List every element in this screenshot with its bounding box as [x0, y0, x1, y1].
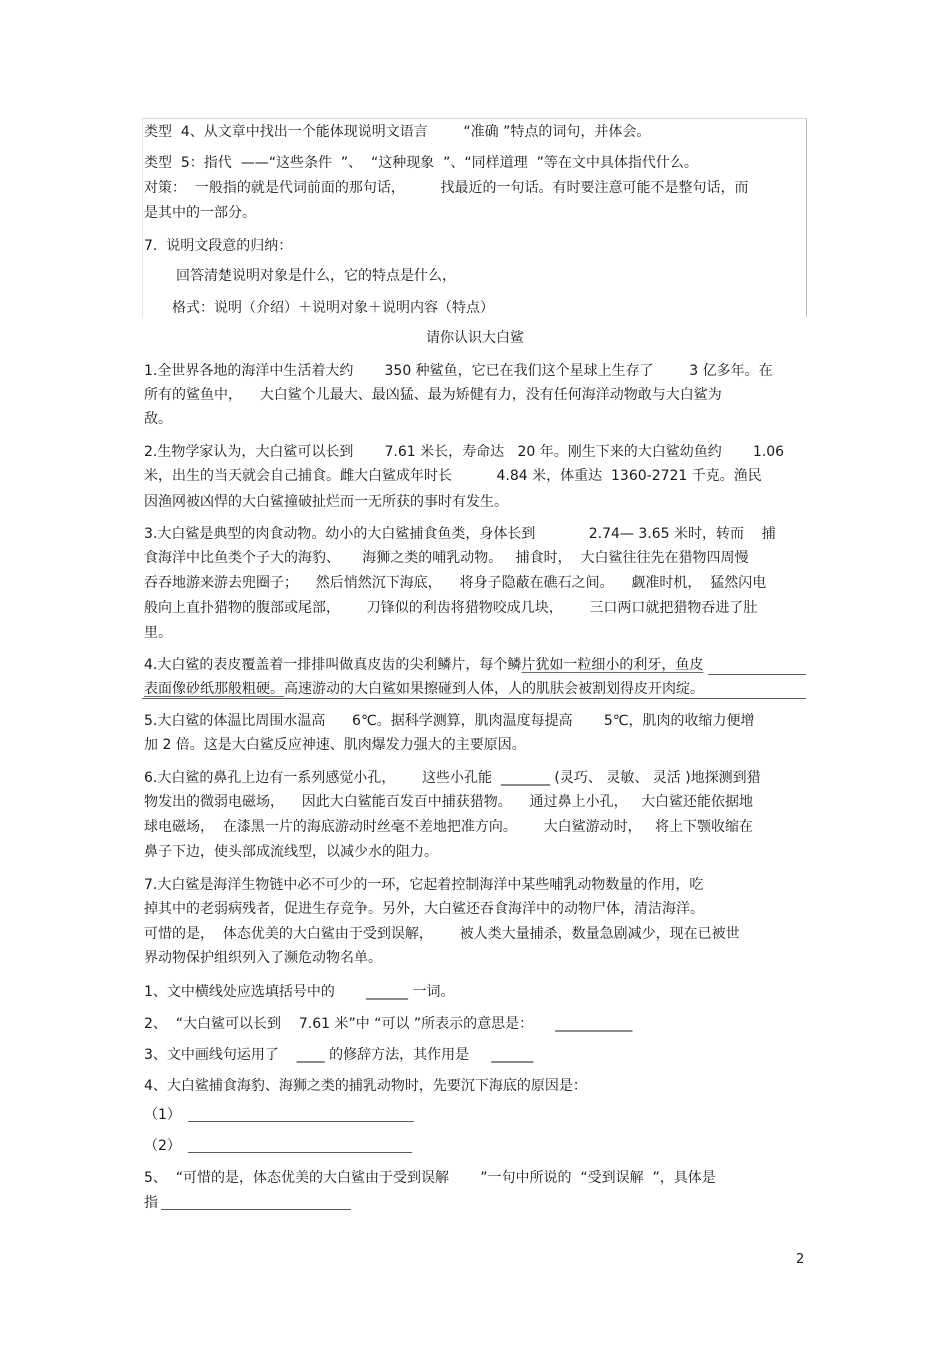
underline-rule-2: [142, 698, 806, 699]
question-4-item-2: （2）: [144, 1138, 181, 1154]
para4-underlined-text: 片犹如一粒细小的利牙，鱼皮: [521, 657, 704, 673]
question-3: 3、文中画线句运用了 ____ 的修辞方法，其作用是 ______: [144, 1047, 534, 1063]
notes-line-5: 7. 说明文段意的归纳：: [144, 238, 293, 254]
para4-underlined-text-2: 表面像砂纸那般粗硬。: [144, 681, 284, 697]
para4-line-1-text: 4.大白鲨的表皮覆盖着一排排叫做真皮齿的尖利鳞片，每个鳞: [144, 657, 522, 673]
question-5-cont: 指: [144, 1195, 158, 1211]
para5-line-1: 5.大白鲨的体温比周围水温高 6℃。据科学测算，肌肉温度每提高 5℃，肌肉的收缩力便增: [144, 713, 755, 729]
notes-line-3: 对策： 一般指的就是代词前面的那句话， 找最近的一句话。有时要注意可能不是整句话，而: [144, 180, 749, 196]
para6-line-4: 鼻子下边，使头部成流线型，以减少水的阻力。: [144, 844, 438, 860]
para3-line-2: 食海洋中比鱼类个子大的海豹、 海狮之类的哺乳动物。 捕食时， 大白鲨往往先在猎物四周慢: [144, 550, 749, 566]
para7-line-3: 可惜的是， 体态优美的大白鲨由于受到误解， 被人类大量捕杀，数量急剧减少，现在已被世: [144, 926, 740, 942]
notes-line-4: 是其中的一部分。: [144, 205, 256, 221]
question-5: 5、 “可惜的是，体态优美的大白鲨由于受到误解 ”一句中所说的 “受到误解 ”，具体是: [144, 1170, 716, 1186]
para1-line-3: 敌。: [144, 411, 172, 427]
para1-line-2: 所有的鲨鱼中， 大白鲨个儿最大、最凶猛、最为矫健有力，没有任何海洋动物敢与大白鲨为: [144, 387, 722, 403]
para2-line-3: 因渔网被凶悍的大白鲨撞破扯烂而一无所获的事时有发生。: [144, 494, 508, 510]
para7-line-4: 界动物保护组织列入了濒危动物名单。: [144, 950, 382, 966]
para4-line-2: [144, 679, 704, 699]
para4-line-1: [144, 655, 703, 675]
para7-line-2: 掉其中的老弱病残者，促进生存竞争。另外，大白鲨还吞食海洋中的动物尸体，清洁海洋。: [144, 901, 704, 917]
answer-line: [161, 1209, 351, 1210]
para3-line-1: 3.大白鲨是典型的肉食动物。幼小的大白鲨捕食鱼类，身体长到 2.74— 3.65 米时，转而 捕: [144, 526, 776, 542]
page-number: 2: [796, 1252, 805, 1267]
para4-line-2-text: 高速游动的大白鲨如果擦碰到人体，人的肌肤会被割划得皮开肉绽。: [284, 681, 704, 697]
para2-line-2: 米，出生的当天就会自己捕食。雌大白鲨成年时长 4.84 米，体重达 1360-2721 千克。渔民: [144, 468, 762, 484]
para6-line-3: 球电磁场， 在漆黑一片的海底游动时丝毫不差地把准方向。 大白鲨游动时， 将上下颚收缩在: [144, 819, 753, 835]
para2-line-1: 2.生物学家认为，大白鲨可以长到 7.61 米长，寿命达 20 年。刚生下来的大白鲨幼鱼约 1.06: [144, 444, 785, 460]
notes-line-1: 类型 4、从文章中找出一个能体现说明文语言 “准确 ”特点的词句，并体会。: [144, 124, 651, 140]
para7-line-1: 7.大白鲨是海洋生物链中必不可少的一环，它起着控制海洋中某些哺乳动物数量的作用，吃: [144, 877, 704, 893]
article-title: 请你认识大白鲨: [426, 330, 524, 346]
question-4: 4、大白鲨捕食海豹、海狮之类的捕乳动物时，先要沉下海底的原因是：: [144, 1078, 587, 1094]
para6-line-2: 物发出的微弱电磁场， 因此大白鲨能百发百中捕获猎物。 通过鼻上小孔， 大白鲨还能依据地: [144, 794, 753, 810]
para5-line-2: 加 2 倍。这是大白鲨反应神速、肌肉爆发力强大的主要原因。: [144, 737, 526, 753]
notes-line-2: 类型 5：指代 ——“这些条件 ”、 “这种现象 ”、“同样道理 ”等在文中具体指代什么。: [144, 155, 698, 171]
question-2: 2、 “大白鲨可以长到 7.61 米”中 “可以 ”所表示的意思是： ___________: [144, 1016, 633, 1032]
question-1: 1、文中横线处应选填括号中的 ______ 一词。: [144, 984, 455, 1000]
para6-line-1: 6.大白鲨的鼻孔上边有一系列感觉小孔， 这些小孔能 _______ (灵巧、 灵敏、 灵活 )地探测到猎: [144, 770, 761, 786]
question-4-item-1: （1）: [144, 1107, 181, 1123]
para3-line-5: 里。: [144, 625, 172, 641]
para3-line-3: 吞吞地游来游去兜圈子； 然后悄然沉下海底， 将身子隐蔽在礁石之间。 觑准时机， 猛然闪电: [144, 575, 767, 591]
para1-line-1: 1.全世界各地的海洋中生活着大约 350 种鲨鱼，它已在我们这个星球上生存了 3 亿多年。在: [144, 363, 773, 379]
para3-line-4: 般向上直扑猎物的腹部或尾部， 刀锋似的利齿将猎物咬成几块， 三口两口就把猎物吞进了肚: [144, 600, 758, 616]
notes-line-6: 回答清楚说明对象是什么，它的特点是什么，: [176, 268, 456, 284]
answer-line: [188, 1152, 412, 1153]
underline-rule: [708, 674, 806, 675]
notes-line-7: 格式：说明（介绍）＋说明对象＋说明内容（特点）: [172, 300, 494, 316]
answer-line: [188, 1121, 414, 1122]
